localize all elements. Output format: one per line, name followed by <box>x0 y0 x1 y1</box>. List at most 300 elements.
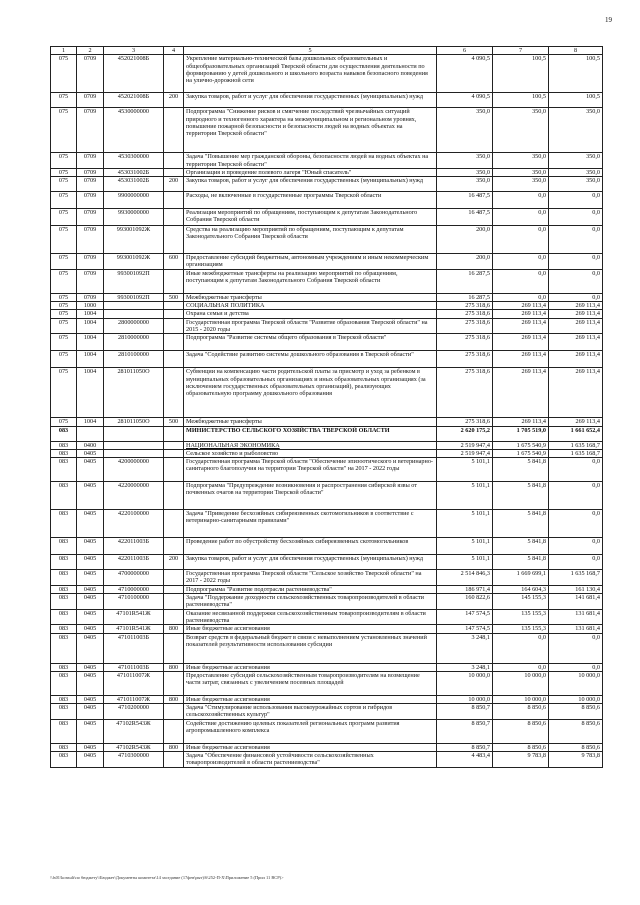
amount-year3-cell: 0,0 <box>549 293 603 301</box>
ministry-code-cell: 083 <box>51 663 77 671</box>
amount-year2-cell: 5 841,8 <box>493 555 549 570</box>
amount-year3-cell: 161 130,4 <box>549 585 603 593</box>
amount-year3-cell: 10 000,0 <box>549 695 603 703</box>
amount-year3-cell: 350,0 <box>549 108 603 153</box>
amount-year3-cell: 0,0 <box>549 538 603 555</box>
expense-type-cell <box>164 449 184 457</box>
amount-year1-cell: 160 822,6 <box>437 594 493 610</box>
table-row <box>51 743 603 751</box>
expense-type-cell: 200 <box>164 93 184 108</box>
amount-year3-cell: 0,0 <box>549 226 603 254</box>
ministry-code-cell: 083 <box>51 633 77 663</box>
amount-year2-cell: 0,0 <box>493 254 549 270</box>
amount-year1-cell: 3 248,1 <box>437 663 493 671</box>
section-code-cell: 0405 <box>77 671 104 695</box>
target-article-cell <box>104 449 164 457</box>
amount-year1-cell: 275 318,6 <box>437 302 493 310</box>
description-cell <box>184 719 437 743</box>
expense-type-cell <box>164 570 184 586</box>
description-cell <box>184 426 437 441</box>
amount-year2-cell: 350,0 <box>493 168 549 176</box>
description-text: Средства на реализацию мероприятий по обращениям, поступающим к депутатам Законодательного Собрания Тверской области <box>186 226 404 241</box>
ministry-code-cell: 083 <box>51 609 77 625</box>
amount-year2-cell: 269 113,4 <box>493 302 549 310</box>
description-cell <box>184 55 437 93</box>
description-text: Проведение работ по обустройству бесхозяйных сибиреязвенных скотомогильников <box>186 538 409 546</box>
description-text: НАЦИОНАЛЬНАЯ ЭКОНОМИКА <box>186 441 280 449</box>
target-article-cell: 2810100000 <box>104 351 164 368</box>
section-code-cell: 0709 <box>77 293 104 301</box>
table-row <box>51 671 603 695</box>
amount-year1-cell: 5 101,1 <box>437 555 493 570</box>
expense-type-cell <box>164 594 184 610</box>
section-code-cell: 0405 <box>77 570 104 586</box>
description-text: СОЦИАЛЬНАЯ ПОЛИТИКА <box>186 302 265 310</box>
amount-year1-cell: 5 101,1 <box>437 510 493 538</box>
description-cell <box>184 449 437 457</box>
amount-year2-cell: 10 000,0 <box>493 671 549 695</box>
description-text: Задача "Поддержание доходности сельскохозяйственных товаропроизводителей в области растениеводства" <box>186 594 424 609</box>
description-cell <box>184 695 437 703</box>
ministry-code-cell: 075 <box>51 254 77 270</box>
expense-type-cell <box>164 310 184 318</box>
amount-year3-cell: 0,0 <box>549 254 603 270</box>
section-code-cell: 0405 <box>77 633 104 663</box>
amount-year1-cell: 200,0 <box>437 254 493 270</box>
expense-type-cell <box>164 609 184 625</box>
amount-year2-cell: 0,0 <box>493 192 549 209</box>
table-row <box>51 458 603 482</box>
target-article-cell: 4710200000 <box>104 704 164 720</box>
table-row <box>51 633 603 663</box>
header-col-3: 3 <box>104 47 164 55</box>
amount-year3-cell: 9 783,8 <box>549 752 603 768</box>
description-text: Закупка товаров, работ и услуг для обеспечения государственных (муниципальных) нужд <box>186 93 424 101</box>
expense-type-cell <box>164 192 184 209</box>
section-code-cell: 0709 <box>77 192 104 209</box>
amount-year3-cell: 0,0 <box>549 555 603 570</box>
description-cell <box>184 368 437 418</box>
target-article-cell: 4710100000 <box>104 594 164 610</box>
target-article-cell: 452021008Б <box>104 93 164 108</box>
amount-year2-cell: 145 155,3 <box>493 594 549 610</box>
amount-year3-cell: 1 635 168,7 <box>549 449 603 457</box>
header-col-1: 1 <box>51 47 77 55</box>
amount-year3-cell: 0,0 <box>549 510 603 538</box>
table-row <box>51 108 603 153</box>
description-text: Иные бюджетные ассигнования <box>186 695 270 703</box>
amount-year3-cell: 0,0 <box>549 209 603 226</box>
amount-year3-cell: 350,0 <box>549 177 603 192</box>
amount-year3-cell: 0,0 <box>549 269 603 293</box>
description-cell <box>184 752 437 768</box>
ministry-code-cell: 075 <box>51 310 77 318</box>
header-col-5: 5 <box>184 47 437 55</box>
description-cell <box>184 441 437 449</box>
amount-year3-cell: 0,0 <box>549 633 603 663</box>
amount-year1-cell: 275 318,6 <box>437 418 493 426</box>
section-code-cell: 0405 <box>77 752 104 768</box>
amount-year3-cell: 1 661 652,4 <box>549 426 603 441</box>
target-article-cell: 471011007Ж <box>104 695 164 703</box>
target-article-cell: 993001092П <box>104 269 164 293</box>
target-article-cell: 47102R543Ж <box>104 719 164 743</box>
expense-type-cell <box>164 719 184 743</box>
expense-type-cell: 800 <box>164 663 184 671</box>
description-text: Предоставление субсидий бюджетным, автономным учреждениям и иным некоммерческим организациям <box>186 254 429 269</box>
table-row <box>51 310 603 318</box>
header-col-2: 2 <box>77 47 104 55</box>
ministry-code-cell: 083 <box>51 695 77 703</box>
target-article-cell: 4220000000 <box>104 482 164 510</box>
description-text: Субвенции на компенсацию части родительской платы за присмотр и уход за ребенком в муниципальных образовательных организациях и иных образовательных организациях (за исключением государственных образовательных организаций), реализующих образовательную программу дошкольного образования <box>186 368 426 398</box>
header-col-7: 7 <box>493 47 549 55</box>
ministry-code-cell: 075 <box>51 293 77 301</box>
target-article-cell: 4530000000 <box>104 108 164 153</box>
ministry-code-cell: 075 <box>51 108 77 153</box>
amount-year1-cell: 2 519 947,4 <box>437 449 493 457</box>
expense-type-cell <box>164 538 184 555</box>
description-cell <box>184 633 437 663</box>
description-text: Сельское хозяйство и рыболовство <box>186 449 279 457</box>
amount-year1-cell: 4 090,5 <box>437 55 493 93</box>
expense-type-cell <box>164 55 184 93</box>
table-row <box>51 254 603 270</box>
description-cell <box>184 192 437 209</box>
table-row <box>51 538 603 555</box>
section-code-cell: 0709 <box>77 55 104 93</box>
amount-year3-cell: 8 850,6 <box>549 743 603 751</box>
section-code-cell: 0405 <box>77 458 104 482</box>
table-row <box>51 625 603 633</box>
section-code-cell: 1004 <box>77 418 104 426</box>
amount-year2-cell: 5 841,8 <box>493 538 549 555</box>
section-code-cell: 0405 <box>77 743 104 751</box>
expense-type-cell: 600 <box>164 254 184 270</box>
amount-year2-cell: 0,0 <box>493 209 549 226</box>
section-code-cell: 0405 <box>77 704 104 720</box>
amount-year1-cell: 186 971,4 <box>437 585 493 593</box>
target-article-cell: 47101R541Ж <box>104 609 164 625</box>
description-cell <box>184 663 437 671</box>
amount-year2-cell: 135 155,3 <box>493 609 549 625</box>
amount-year3-cell: 141 681,4 <box>549 594 603 610</box>
page-number: 19 <box>605 16 612 24</box>
budget-table <box>50 46 603 768</box>
target-article-cell: 993001092П <box>104 293 164 301</box>
expense-type-cell <box>164 510 184 538</box>
section-code-cell <box>77 426 104 441</box>
ministry-code-cell: 083 <box>51 671 77 695</box>
amount-year3-cell: 10 000,0 <box>549 671 603 695</box>
section-code-cell: 1004 <box>77 318 104 334</box>
ministry-code-cell: 075 <box>51 302 77 310</box>
table-row <box>51 594 603 610</box>
description-text: Подпрограмма "Предупреждение возникновения и распространения сибирской язвы от почвенных очагов на территории Тверской области" <box>186 482 417 497</box>
section-code-cell: 0405 <box>77 555 104 570</box>
amount-year3-cell: 1 635 168,7 <box>549 441 603 449</box>
amount-year1-cell: 3 248,1 <box>437 633 493 663</box>
description-cell <box>184 293 437 301</box>
expense-type-cell <box>164 704 184 720</box>
expense-type-cell <box>164 318 184 334</box>
table-row <box>51 609 603 625</box>
description-cell <box>184 334 437 351</box>
table-row <box>51 426 603 441</box>
amount-year2-cell: 8 850,6 <box>493 719 549 743</box>
amount-year1-cell: 5 101,1 <box>437 482 493 510</box>
table-row <box>51 226 603 254</box>
ministry-code-cell: 083 <box>51 570 77 586</box>
description-cell <box>184 538 437 555</box>
amount-year1-cell: 4 090,5 <box>437 93 493 108</box>
amount-year3-cell: 350,0 <box>549 153 603 169</box>
table-row <box>51 192 603 209</box>
amount-year2-cell: 0,0 <box>493 633 549 663</box>
table-row <box>51 482 603 510</box>
amount-year2-cell: 350,0 <box>493 177 549 192</box>
description-text: Реализация мероприятий по обращениям, поступающим к депутатам Законодательного Собрания Тверской области <box>186 209 418 224</box>
amount-year2-cell: 1 675 540,9 <box>493 441 549 449</box>
description-cell <box>184 609 437 625</box>
amount-year2-cell: 350,0 <box>493 108 549 153</box>
table-row <box>51 368 603 418</box>
ministry-code-cell: 075 <box>51 168 77 176</box>
expense-type-cell <box>164 226 184 254</box>
amount-year1-cell: 10 000,0 <box>437 695 493 703</box>
amount-year3-cell: 0,0 <box>549 458 603 482</box>
table-row <box>51 153 603 169</box>
table-row <box>51 334 603 351</box>
target-article-cell: 422011003Б <box>104 555 164 570</box>
description-cell <box>184 254 437 270</box>
target-article-cell: 452021008Б <box>104 55 164 93</box>
expense-type-cell <box>164 752 184 768</box>
section-code-cell: 0709 <box>77 269 104 293</box>
description-text: Оказание несвязанной поддержки сельскохозяйственным товаропроизводителям в области растениеводства <box>186 609 426 624</box>
description-text: Содействие достижению целевых показателей региональных программ развития агропромышленного комплекса <box>186 719 400 735</box>
description-text: Иные бюджетные ассигнования <box>186 625 270 633</box>
amount-year2-cell: 164 604,3 <box>493 585 549 593</box>
description-cell <box>184 351 437 368</box>
amount-year2-cell: 1 669 699,1 <box>493 570 549 586</box>
expense-type-cell <box>164 585 184 593</box>
table-row <box>51 168 603 176</box>
section-code-cell: 0405 <box>77 609 104 625</box>
table-row <box>51 177 603 192</box>
amount-year1-cell: 5 101,1 <box>437 458 493 482</box>
description-text: Межбюджетные трансферты <box>186 293 262 301</box>
description-cell <box>184 585 437 593</box>
amount-year2-cell: 0,0 <box>493 226 549 254</box>
target-article-cell: 471011003Б <box>104 633 164 663</box>
amount-year3-cell: 350,0 <box>549 168 603 176</box>
description-text: Задача "Стимулирование использования высокоурожайных сортов и гибридов сельскохозяйственных культур" <box>186 704 393 719</box>
section-code-cell: 1000 <box>77 302 104 310</box>
expense-type-cell <box>164 334 184 351</box>
ministry-code-cell: 083 <box>51 594 77 610</box>
description-cell <box>184 310 437 318</box>
section-code-cell: 0400 <box>77 441 104 449</box>
expense-type-cell <box>164 368 184 418</box>
table-row <box>51 719 603 743</box>
amount-year1-cell: 16 287,5 <box>437 293 493 301</box>
amount-year3-cell: 1 635 168,7 <box>549 570 603 586</box>
section-code-cell: 0709 <box>77 177 104 192</box>
amount-year3-cell: 0,0 <box>549 663 603 671</box>
ministry-code-cell: 075 <box>51 418 77 426</box>
description-cell <box>184 302 437 310</box>
section-code-cell: 1004 <box>77 310 104 318</box>
ministry-code-cell: 083 <box>51 752 77 768</box>
description-text: Расходы, не включенные в государственные программы Тверской области <box>186 192 382 200</box>
ministry-code-cell: 075 <box>51 318 77 334</box>
table-row <box>51 351 603 368</box>
amount-year3-cell: 100,5 <box>549 93 603 108</box>
target-article-cell: 4700000000 <box>104 570 164 586</box>
description-text: Иные бюджетные ассигнования <box>186 663 270 671</box>
header-col-4: 4 <box>164 47 184 55</box>
target-article-cell: 4220100000 <box>104 510 164 538</box>
section-code-cell: 0709 <box>77 93 104 108</box>
expense-type-cell: 200 <box>164 555 184 570</box>
ministry-code-cell: 075 <box>51 368 77 418</box>
amount-year1-cell: 275 318,6 <box>437 318 493 334</box>
amount-year1-cell: 275 318,6 <box>437 351 493 368</box>
ministry-code-cell: 075 <box>51 269 77 293</box>
amount-year2-cell: 269 113,4 <box>493 318 549 334</box>
description-cell <box>184 482 437 510</box>
ministry-code-cell: 083 <box>51 510 77 538</box>
target-article-cell: 993001092Ж <box>104 254 164 270</box>
description-cell <box>184 570 437 586</box>
amount-year1-cell: 16 287,5 <box>437 269 493 293</box>
section-code-cell: 0709 <box>77 108 104 153</box>
table-row <box>51 585 603 593</box>
table-header-row <box>51 47 603 55</box>
expense-type-cell <box>164 671 184 695</box>
description-text: Государственная программа Тверской области "Сельское хозяйство Тверской области" на 2017 - 2022 годы <box>186 570 422 585</box>
amount-year1-cell: 350,0 <box>437 177 493 192</box>
expense-type-cell: 500 <box>164 418 184 426</box>
ministry-code-cell: 075 <box>51 334 77 351</box>
expense-type-cell <box>164 633 184 663</box>
target-article-cell: 47101R541Ж <box>104 625 164 633</box>
table-row <box>51 93 603 108</box>
amount-year2-cell: 269 113,4 <box>493 334 549 351</box>
target-article-cell: 453031002Б <box>104 168 164 176</box>
table-row <box>51 55 603 93</box>
amount-year2-cell: 135 155,3 <box>493 625 549 633</box>
description-cell <box>184 93 437 108</box>
description-text: Закупка товаров, работ и услуг для обеспечения государственных (муниципальных) нужд <box>186 555 424 563</box>
description-text: Государственная программа Тверской области "Развитие образования Тверской области" на 2015 - 2020 годы <box>186 318 428 333</box>
description-cell <box>184 108 437 153</box>
description-cell <box>184 555 437 570</box>
description-cell <box>184 168 437 176</box>
target-article-cell: 422011003Б <box>104 538 164 555</box>
table-row <box>51 449 603 457</box>
target-article-cell <box>104 302 164 310</box>
ministry-code-cell: 083 <box>51 441 77 449</box>
amount-year3-cell: 0,0 <box>549 192 603 209</box>
table-row <box>51 704 603 720</box>
section-code-cell: 0709 <box>77 209 104 226</box>
section-code-cell: 0405 <box>77 482 104 510</box>
description-text: Межбюджетные трансферты <box>186 418 262 426</box>
ministry-code-cell: 083 <box>51 458 77 482</box>
section-code-cell: 0709 <box>77 226 104 254</box>
amount-year2-cell: 10 000,0 <box>493 695 549 703</box>
table-row <box>51 695 603 703</box>
description-text: Иные бюджетные ассигнования <box>186 743 270 751</box>
target-article-cell <box>104 441 164 449</box>
amount-year1-cell: 8 850,7 <box>437 743 493 751</box>
ministry-code-cell: 075 <box>51 226 77 254</box>
section-code-cell: 0405 <box>77 594 104 610</box>
description-cell <box>184 177 437 192</box>
ministry-code-cell: 083 <box>51 449 77 457</box>
description-cell <box>184 209 437 226</box>
footer-file-path: \\fs01\konsult\по бюджету\\Бюджет\Документы комитета\14 заседание (17фев\рыт)\6\252-П-Х\Приложение 5 (Прил 11 ВСР)> <box>50 875 284 880</box>
description-cell <box>184 226 437 254</box>
amount-year3-cell: 269 113,4 <box>549 418 603 426</box>
description-cell <box>184 418 437 426</box>
table-row <box>51 570 603 586</box>
expense-type-cell <box>164 351 184 368</box>
amount-year1-cell: 350,0 <box>437 108 493 153</box>
amount-year1-cell: 8 850,7 <box>437 704 493 720</box>
ministry-code-cell: 075 <box>51 351 77 368</box>
expense-type-cell: 800 <box>164 695 184 703</box>
ministry-code-cell: 075 <box>51 93 77 108</box>
description-cell <box>184 510 437 538</box>
expense-type-cell <box>164 153 184 169</box>
table-row <box>51 555 603 570</box>
amount-year2-cell: 269 113,4 <box>493 418 549 426</box>
amount-year1-cell: 147 574,5 <box>437 625 493 633</box>
section-code-cell: 0405 <box>77 663 104 671</box>
description-text: Подпрограмма "Снижение рисков и смягчение последствий чрезвычайных ситуаций природного и техногенного характера на межмуниципальном и региональном уровнях, повышение пожарной безопасности и безопасности людей на водных объектах на территории Тверской области" <box>186 108 417 138</box>
description-cell <box>184 458 437 482</box>
ministry-code-cell: 083 <box>51 555 77 570</box>
target-article-cell: 4200000000 <box>104 458 164 482</box>
section-code-cell: 1004 <box>77 334 104 351</box>
target-article-cell: 9930000000 <box>104 209 164 226</box>
expense-type-cell: 500 <box>164 293 184 301</box>
section-code-cell: 1004 <box>77 351 104 368</box>
amount-year3-cell: 0,0 <box>549 482 603 510</box>
target-article-cell: 453031002Б <box>104 177 164 192</box>
ministry-code-cell: 083 <box>51 719 77 743</box>
description-text: Иные межбюджетные трансферты на реализацию мероприятий по обращениям, поступающим к депутатам Законодательного Собрания Тверской области <box>186 269 398 285</box>
target-article-cell: 4710300000 <box>104 752 164 768</box>
description-cell <box>184 594 437 610</box>
amount-year2-cell: 0,0 <box>493 663 549 671</box>
amount-year3-cell: 269 113,4 <box>549 318 603 334</box>
ministry-code-cell: 083 <box>51 426 77 441</box>
amount-year3-cell: 131 681,4 <box>549 609 603 625</box>
description-text: Государственная программа Тверской области "Обеспечение эпизоотического и ветеринарно-санитарного благополучия на территории Тверской области" на 2017 - 2022 годы <box>186 458 433 473</box>
section-code-cell: 0405 <box>77 510 104 538</box>
description-text: Подпрограмма "Развитие подотрасли растениеводства" <box>186 585 332 593</box>
target-article-cell: 471011007Ж <box>104 671 164 695</box>
amount-year1-cell: 8 850,7 <box>437 719 493 743</box>
description-text: Задача "Обеспечение финансовой устойчивости сельскохозяйственных товаропроизводителей в области растениеводства" <box>186 752 374 767</box>
amount-year2-cell: 5 841,8 <box>493 510 549 538</box>
amount-year1-cell: 275 318,6 <box>437 310 493 318</box>
target-article-cell: 47102R543Ж <box>104 743 164 751</box>
